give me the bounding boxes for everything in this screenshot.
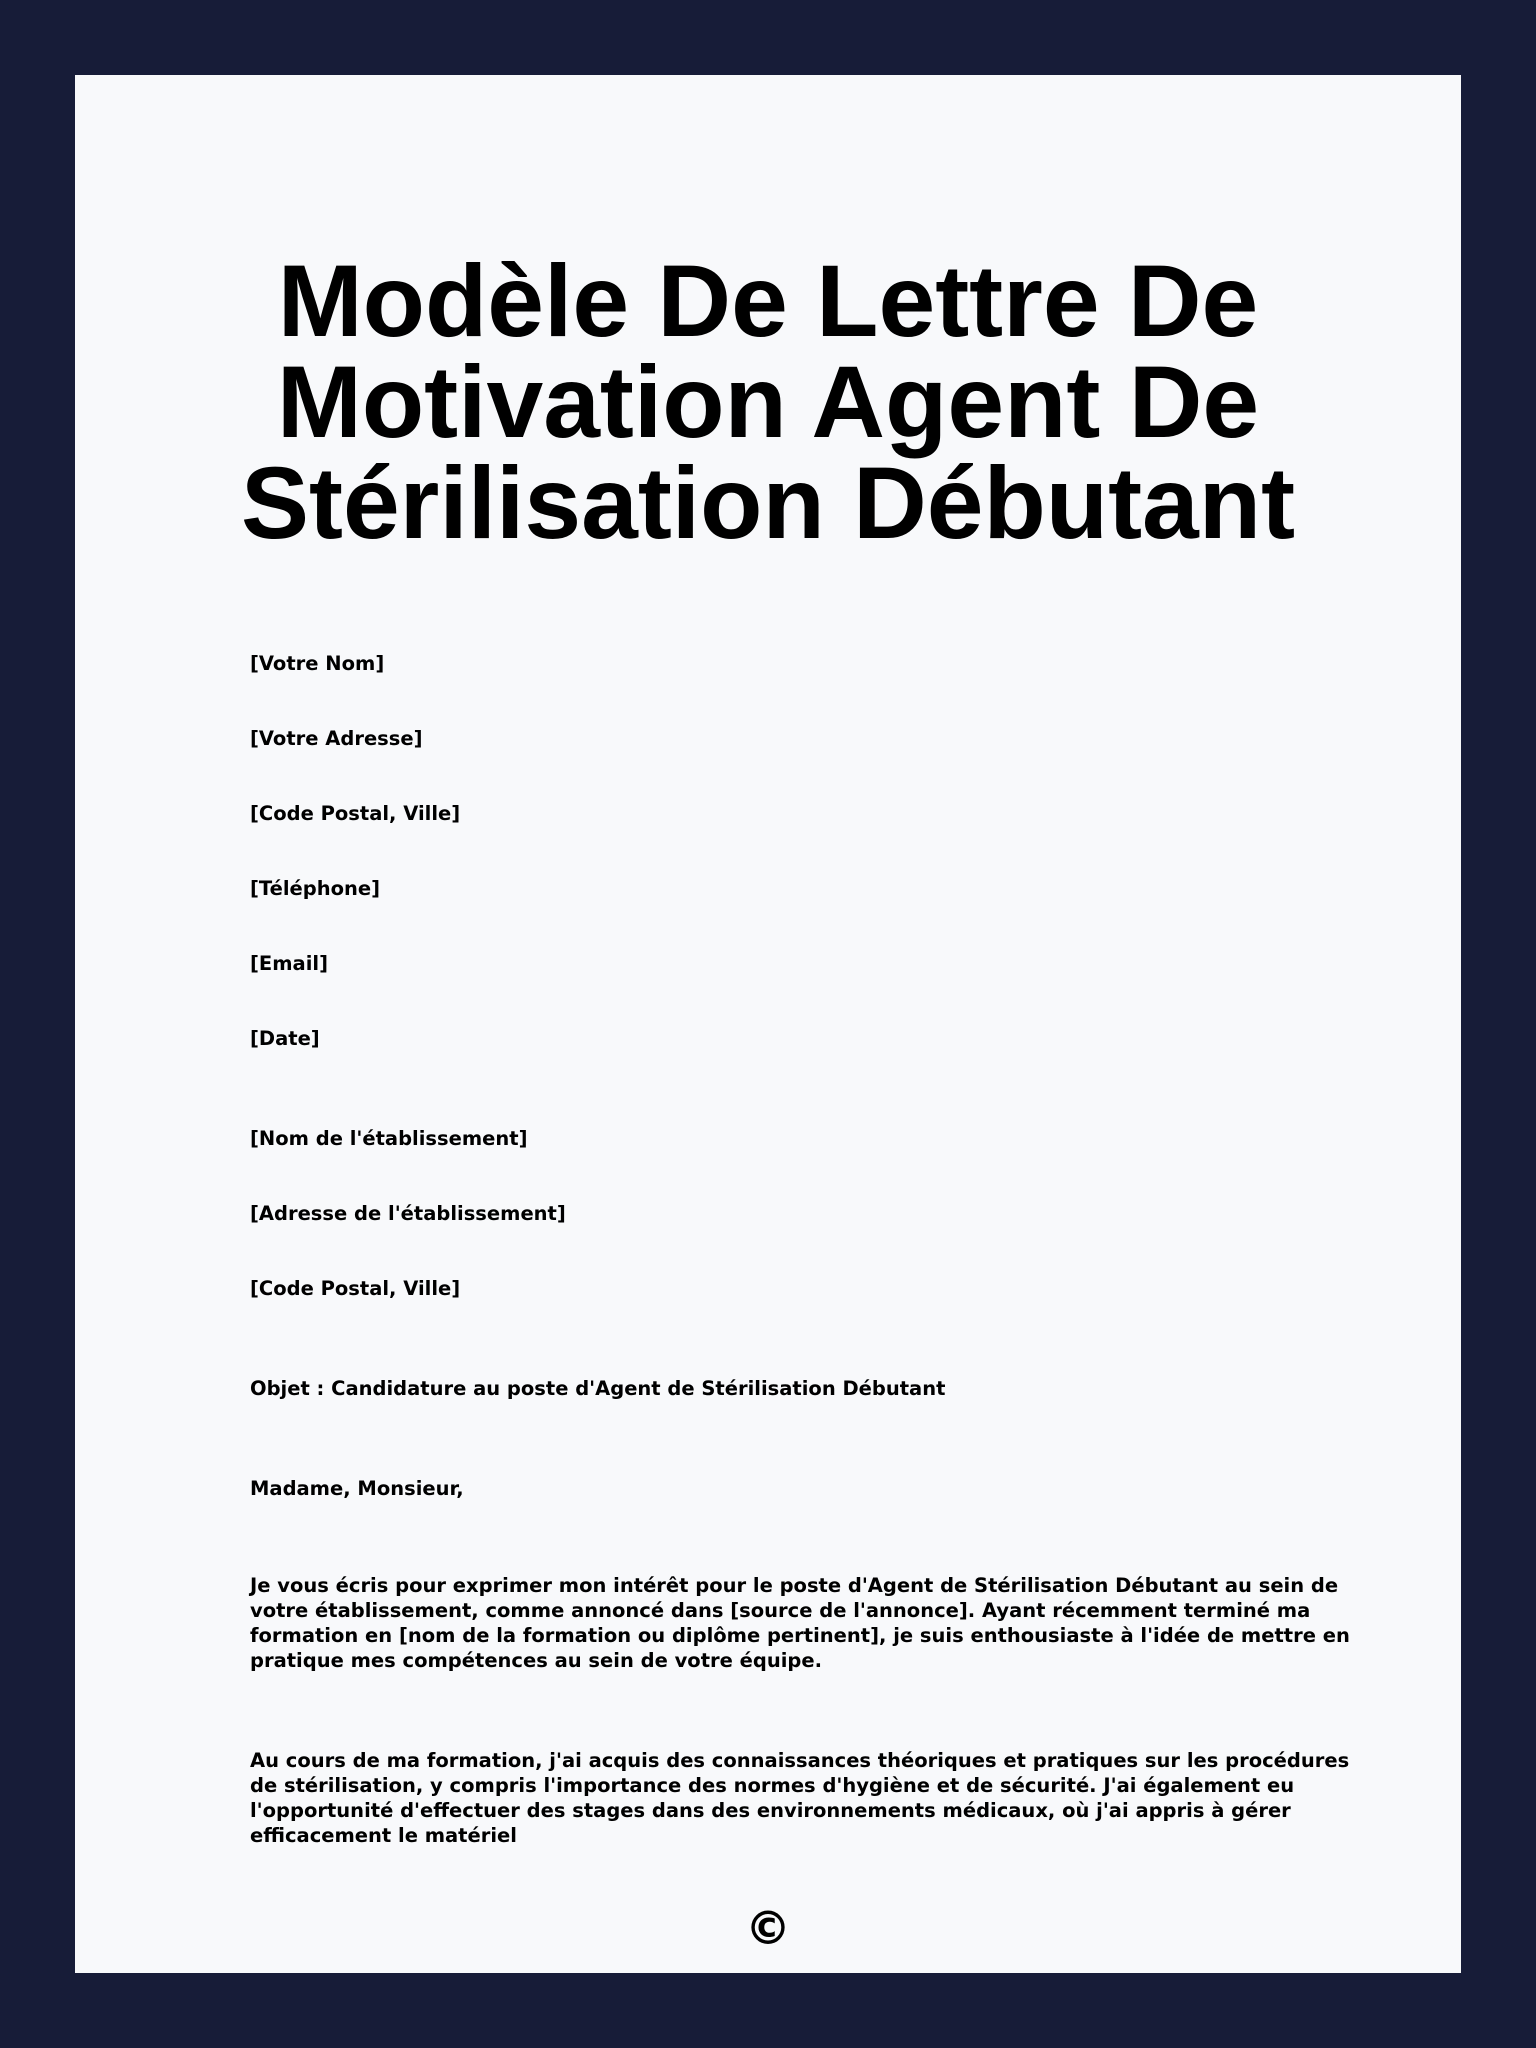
salutation: Madame, Monsieur, <box>250 1477 464 1500</box>
letter-subject: Objet : Candidature au poste d'Agent de Stérilisation Débutant <box>250 1377 946 1400</box>
sender-postal-city: [Code Postal, Ville] <box>250 802 461 825</box>
sender-phone: [Téléphone] <box>250 877 381 900</box>
title-line-1: Modèle De Lettre De <box>277 244 1259 358</box>
paragraph-2: Au cours de ma formation, j'ai acquis des connaissances théoriques et pratiques sur les procédures de stérilisation, y compris l'importance des normes d'hygiène et de sécurité. J'ai également eu l'opportunité d'effectuer des stages dans des environnements médicaux, où j'ai appris à gérer efficacement le matériel <box>250 1749 1350 1847</box>
title-line-2: Motivation Agent De <box>276 345 1260 459</box>
copyright-icon: © <box>745 1901 791 1955</box>
letter-date: [Date] <box>250 1027 320 1050</box>
document-page <box>75 75 1461 1973</box>
sender-email: [Email] <box>250 952 328 975</box>
recipient-address: [Adresse de l'établissement] <box>250 1202 566 1225</box>
document-title <box>75 244 1461 560</box>
sender-address: [Votre Adresse] <box>250 727 423 750</box>
recipient-postal-city: [Code Postal, Ville] <box>250 1277 461 1300</box>
paragraph-1: Je vous écris pour exprimer mon intérêt pour le poste d'Agent de Stérilisation Débutant au sein de votre établissement, comme annoncé dans [source de l'annonce]. Ayant récemment terminé ma formation en [nom de la formation ou diplôme pertinent], je suis enthousiaste à l'idée de mettre en pratique mes compétences au sein de votre équipe. <box>250 1574 1350 1672</box>
sender-name: [Votre Nom] <box>250 652 385 675</box>
title-line-3: Stérilisation Débutant <box>240 446 1296 560</box>
recipient-name: [Nom de l'établissement] <box>250 1127 528 1150</box>
letter-body <box>250 648 1350 1848</box>
